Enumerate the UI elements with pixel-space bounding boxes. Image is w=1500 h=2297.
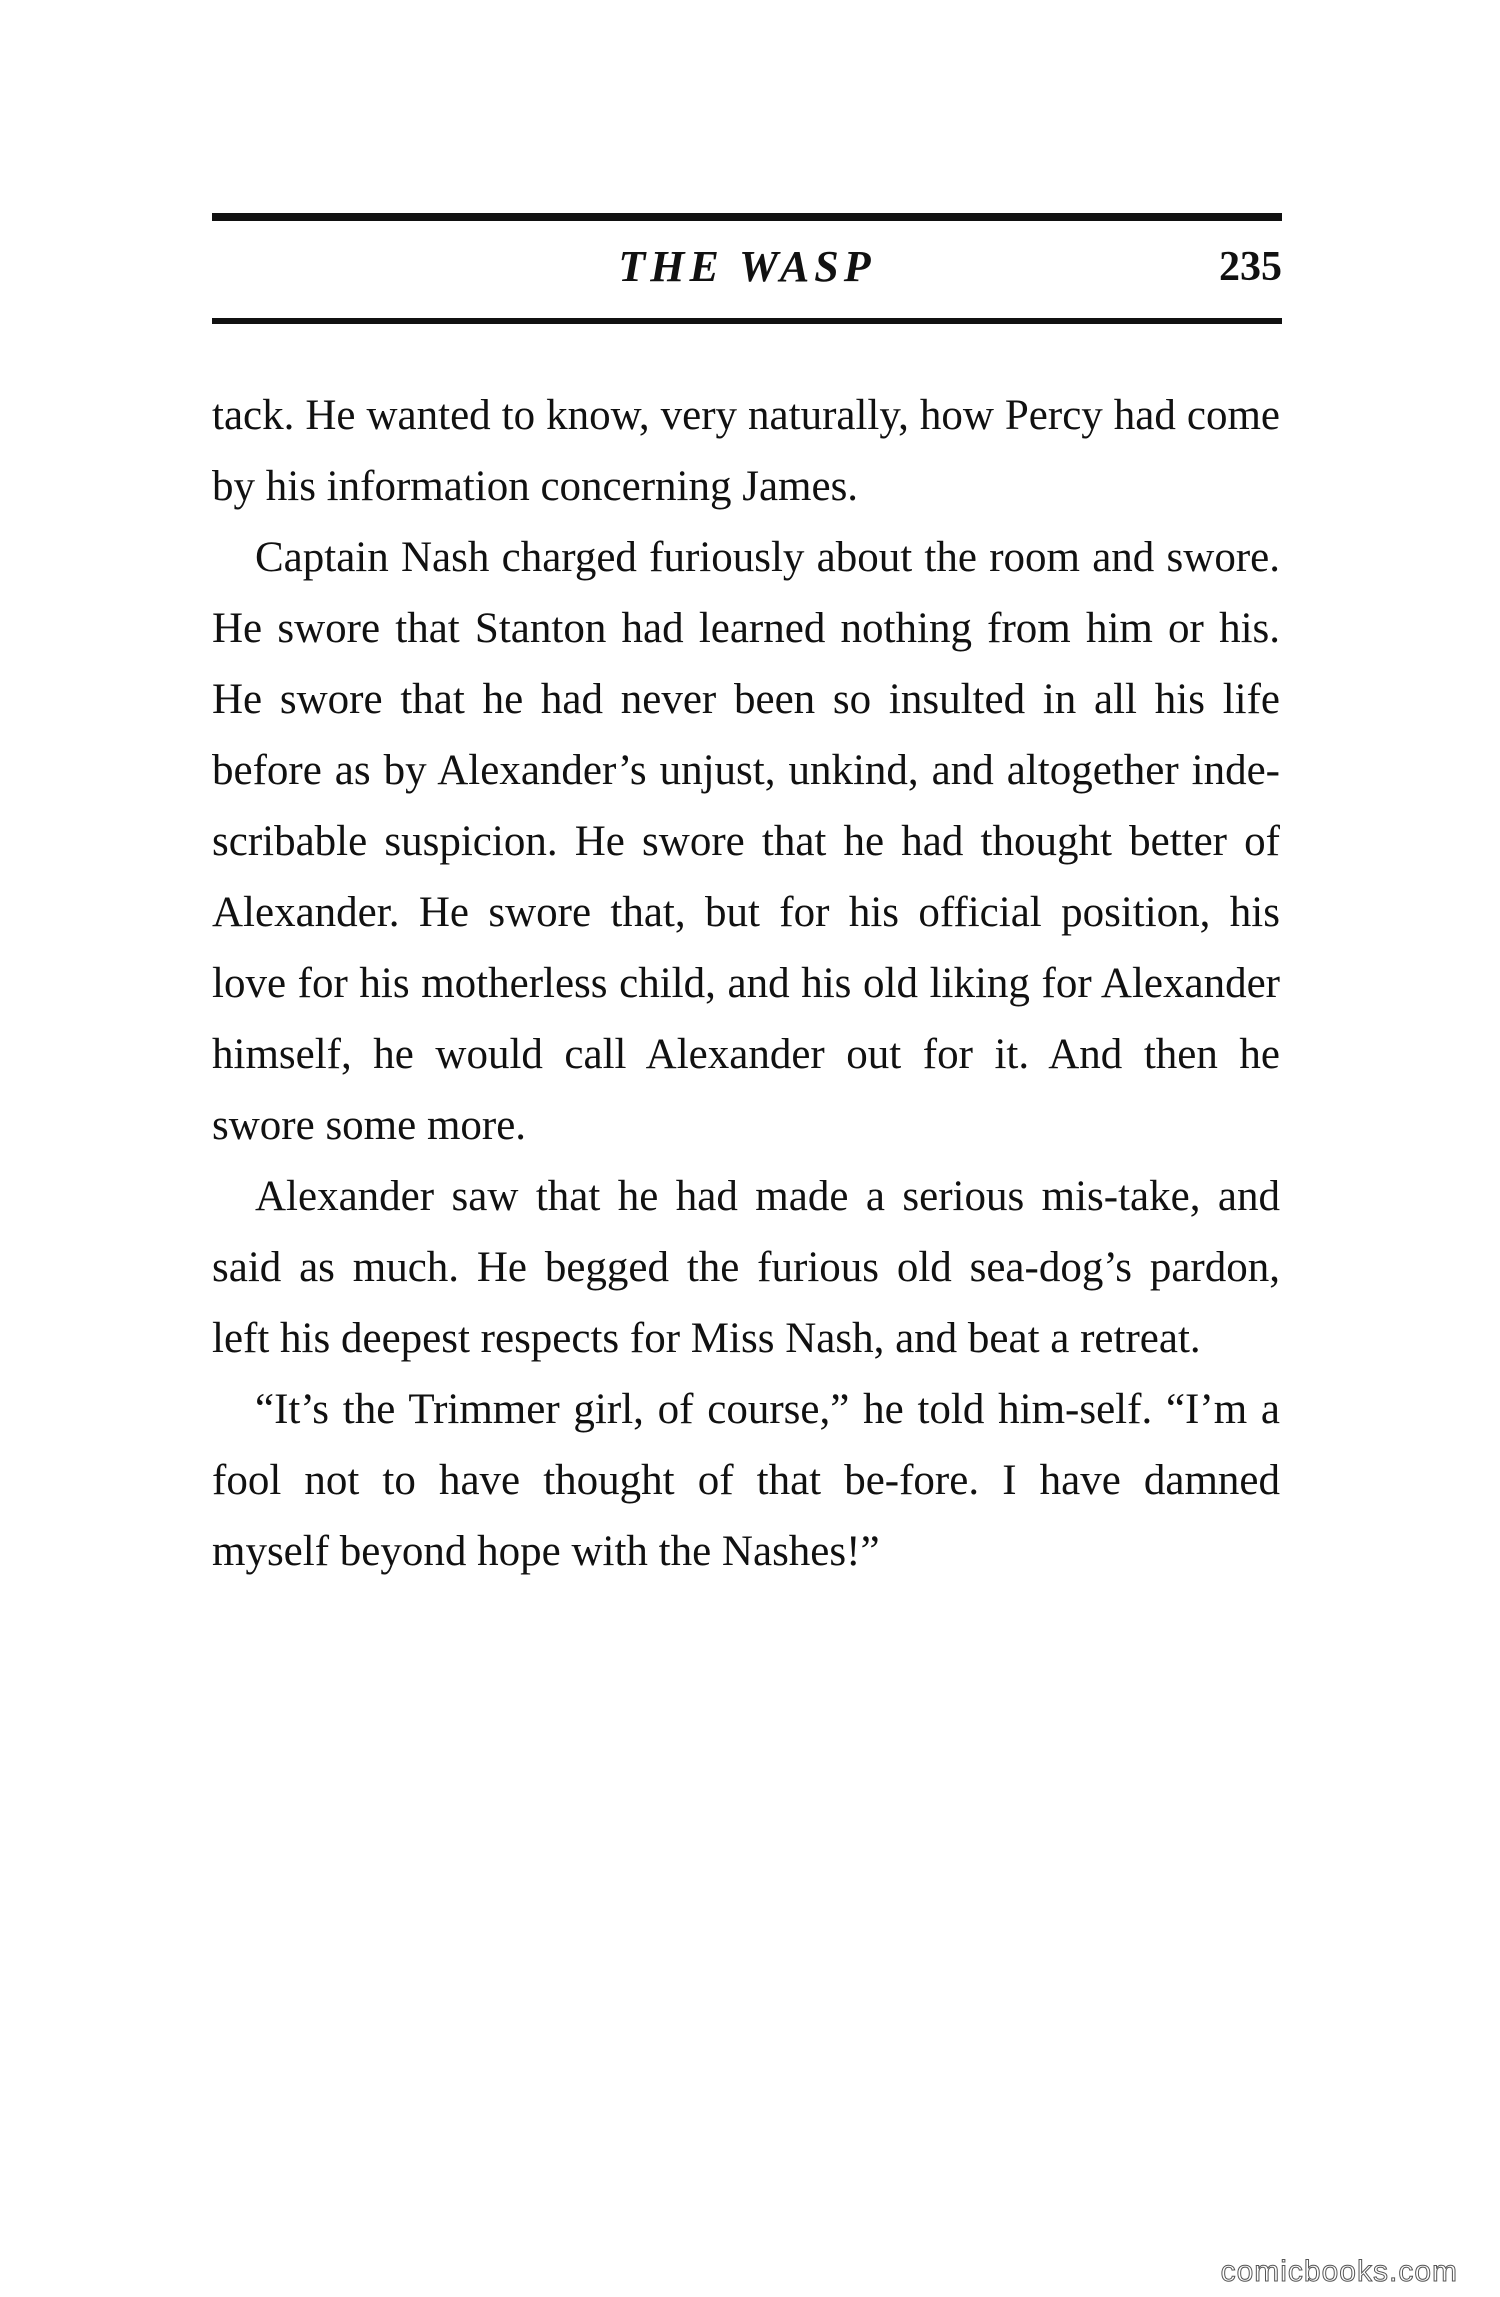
watermark: comicbooks.com [1220, 2255, 1458, 2288]
page-number: 235 [1219, 244, 1282, 290]
running-head [212, 232, 1282, 302]
header-rule-bottom [212, 318, 1282, 324]
header-rule-top [212, 213, 1282, 221]
paragraph: Captain Nash charged furiously about the room and swore. He swore that Stanton had learned nothing from him or his. He swore that he had never been so insulted in all his life before as by Alexander’s unjust, unkind, and altogether inde-scribable suspicion. He swore that he had thought better of Alexander. He swore that, but for his official position, his love for his motherless child, and his old liking for Alexander himself, he would call Alexander out for it. And then he swore some more. [212, 534, 1280, 1149]
paragraph: Alexander saw that he had made a serious mis-take, and said as much. He begged the furious old sea-dog’s pardon, left his deepest respects for Miss Nash, and beat a retreat. [212, 1173, 1280, 1362]
paragraph-continued: tack. He wanted to know, very naturally, how Percy had come by his information concerning James. [212, 392, 1280, 510]
paragraph: “It’s the Trimmer girl, of course,” he told him-self. “I’m a fool not to have thought of that be-fore. I have damned myself beyond hope with the Nashes!” [212, 1386, 1280, 1575]
running-title: THE WASP [618, 242, 876, 291]
body-text [212, 380, 1280, 1587]
